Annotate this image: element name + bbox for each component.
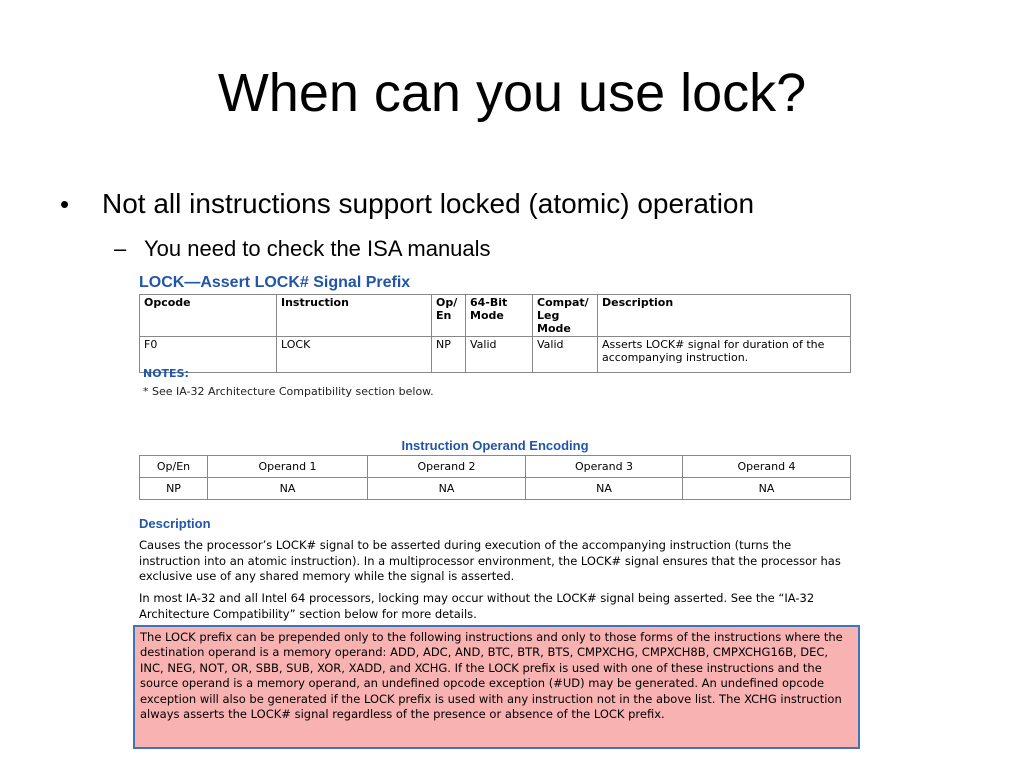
bullet-marker: • (60, 189, 70, 219)
sub-bullet-item (114, 236, 491, 262)
manual-heading: LOCK—Assert LOCK# Signal Prefix (139, 274, 411, 291)
header-cell: Description (598, 295, 851, 337)
description-paragraph-1: Causes the processor’s LOCK# signal to be asserted during execution of the accompanying instruction (turns the instruction into an atomic instruction). In a multiprocessor environment, the LOCK# signal ensures that the processor has exclusive use of any shared memory while the signal is asserted. (139, 538, 841, 583)
notes-item: * See IA-32 Architecture Compatibility section below. (143, 385, 434, 398)
table-cell: NA (368, 478, 526, 500)
table-cell: LOCK (277, 337, 432, 373)
header-cell: 64-Bit Mode (466, 295, 533, 337)
table-cell: Valid (533, 337, 598, 373)
table-cell: Valid (466, 337, 533, 373)
slide-title: When can you use lock? (217, 63, 807, 123)
notes-label: NOTES: (143, 367, 189, 380)
description-heading: Description (139, 516, 211, 531)
header-cell: Operand 3 (526, 456, 683, 478)
table-cell: NA (683, 478, 851, 500)
header-cell: Op/En (140, 456, 208, 478)
header-cell: Opcode (140, 295, 277, 337)
table-row (140, 337, 851, 373)
bullet-text: Not all instructions support locked (atomic) operation (102, 188, 755, 219)
highlighted-paragraph: The LOCK prefix can be prepended only to the following instructions and only to those forms of the instructions where the destination operand is a memory operand: ADD, ADC, AND, BTC, BTR, BTS, CMPXCHG, CMPXCH8B, CMPXCHG16B, DEC, INC, NEG, NOT, OR, SBB, SUB, XOR, XADD, and XCHG. If the LOCK prefix is used with one of these instructions and the source operand is a memory operand, an undefined opcode exception (#UD) may be generated. An undefined opcode exception will also be generated if the LOCK prefix is used with any instruction not in the above list. The XCHG instruction always asserts the LOCK# signal regardless of the presence or absence of the LOCK prefix. (133, 625, 860, 749)
header-cell: Operand 4 (683, 456, 851, 478)
header-cell: Compat/ Leg Mode (533, 295, 598, 337)
header-cell: Instruction (277, 295, 432, 337)
table-cell: NP (432, 337, 466, 373)
table-cell: NP (140, 478, 208, 500)
table-cell: NA (526, 478, 683, 500)
table-cell: F0 (140, 337, 277, 373)
table-cell: Asserts LOCK# signal for duration of the accompanying instruction. (598, 337, 851, 373)
header-cell: Op/ En (432, 295, 466, 337)
header-cell: Operand 1 (208, 456, 368, 478)
sub-bullet-marker: – (114, 236, 127, 261)
encoding-heading: Instruction Operand Encoding (401, 438, 589, 453)
table-row (140, 478, 851, 500)
bullet-item (60, 188, 754, 220)
encoding-table (139, 455, 851, 500)
opcode-table (139, 294, 851, 373)
table-cell: NA (208, 478, 368, 500)
encoding-table-header (140, 456, 851, 478)
header-cell: Operand 2 (368, 456, 526, 478)
sub-bullet-text: You need to check the ISA manuals (144, 236, 491, 261)
description-paragraph-2: In most IA-32 and all Intel 64 processors, locking may occur without the LOCK# signal being asserted. See the “IA-32 Architecture Compatibility” section below for more details. (139, 591, 815, 621)
opcode-table-header (140, 295, 851, 337)
